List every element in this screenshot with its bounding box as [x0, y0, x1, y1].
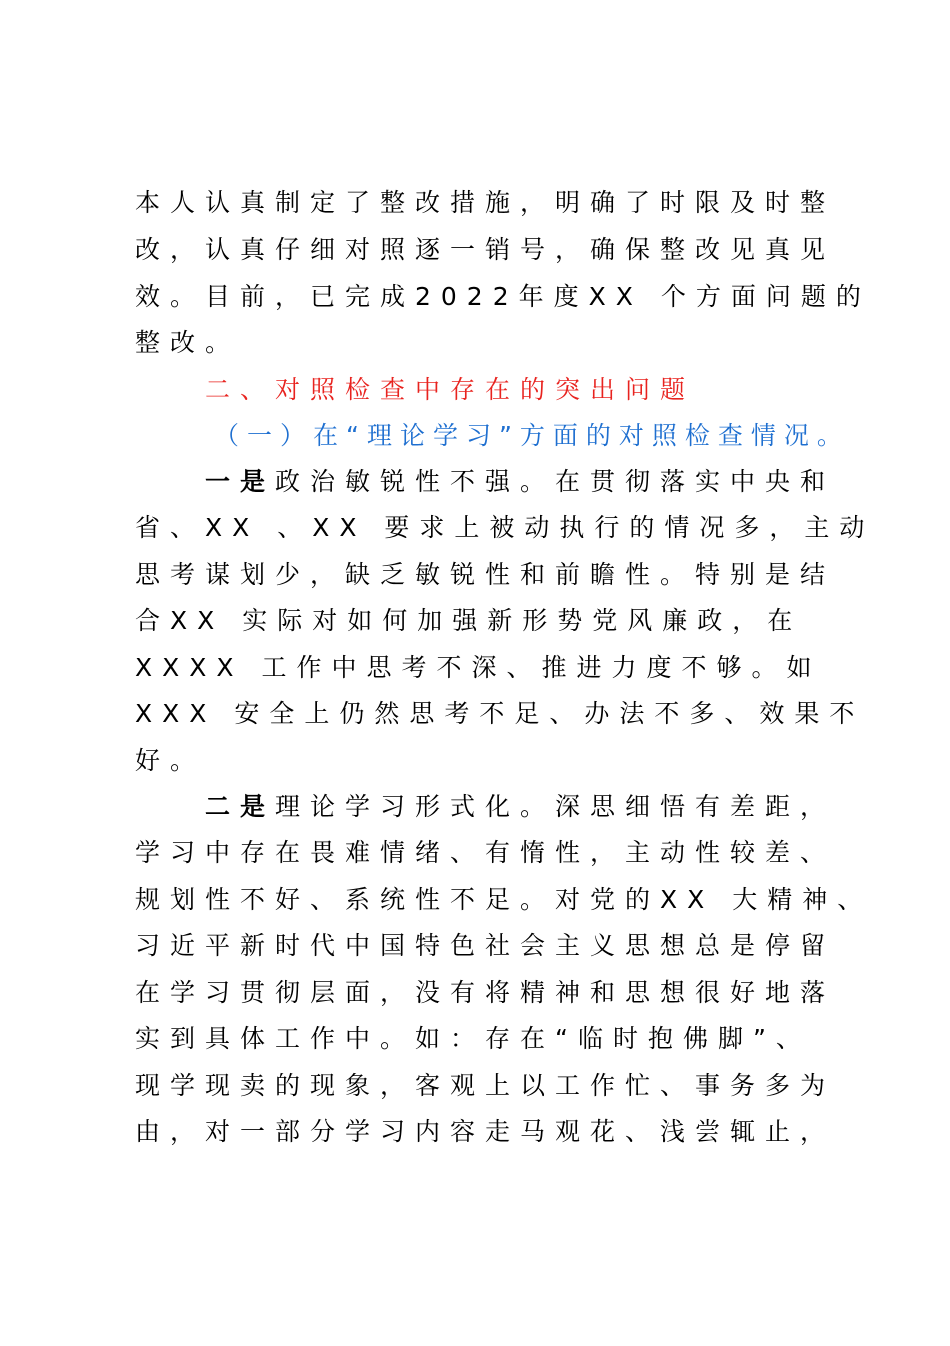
point1-line-5: XXXX 工作中思考不深、推进力度不够。如	[135, 653, 822, 682]
point2-line-6: 实到具体工作中。如：存在“临时抱佛脚”、	[135, 1024, 811, 1053]
point2-line-3: 规划性不好、系统性不足。对党的XX 大精神、	[135, 885, 873, 914]
point1-line-2: 省、XX 、XX 要求上被动执行的情况多，主动	[135, 513, 875, 542]
point2-line-4: 习近平新时代中国特色社会主义思想总是停留	[135, 931, 836, 960]
point1-label: 一是	[205, 467, 276, 496]
point2-label: 二是	[205, 792, 276, 821]
point1-line-6: XXX 安全上仍然思考不足、办法不多、效果不	[135, 699, 865, 728]
point2-line-7: 现学现卖的现象，客观上以工作忙、事务多为	[135, 1071, 836, 1100]
point2-line-5: 在学习贯彻层面，没有将精神和思想很好地落	[135, 978, 836, 1007]
point2-line-8: 由，对一部分学习内容走马观花、浅尝辄止，	[135, 1117, 836, 1146]
point1-line-1: 政治敏锐性不强。在贯彻落实中央和	[275, 467, 836, 496]
intro-line-2: 改，认真仔细对照逐一销号，确保整改见真见	[135, 235, 836, 264]
point1-first-line	[205, 466, 835, 498]
intro-line-3: 效。目前，已完成2022年度XX 个方面问题的	[135, 282, 871, 311]
point2-first-line	[205, 791, 835, 823]
section-heading: 二、对照检查中存在的突出问题	[205, 375, 696, 404]
point2-line-2: 学习中存在畏难情绪、有惰性，主动性较差、	[135, 838, 836, 867]
subsection-heading: （一）在“理论学习”方面的对照检查情况。	[214, 421, 850, 450]
intro-line-4: 整改。	[135, 328, 241, 357]
point1-line-7: 好。	[135, 746, 206, 775]
point1-line-4: 合XX 实际对如何加强新形势党风廉政，在	[135, 606, 803, 635]
point1-line-3: 思考谋划少，缺乏敏锐性和前瞻性。特别是结	[135, 560, 836, 589]
intro-line-1: 本人认真制定了整改措施，明确了时限及时整	[135, 188, 836, 217]
point2-line-1: 理论学习形式化。深思细悟有差距，	[275, 792, 836, 821]
